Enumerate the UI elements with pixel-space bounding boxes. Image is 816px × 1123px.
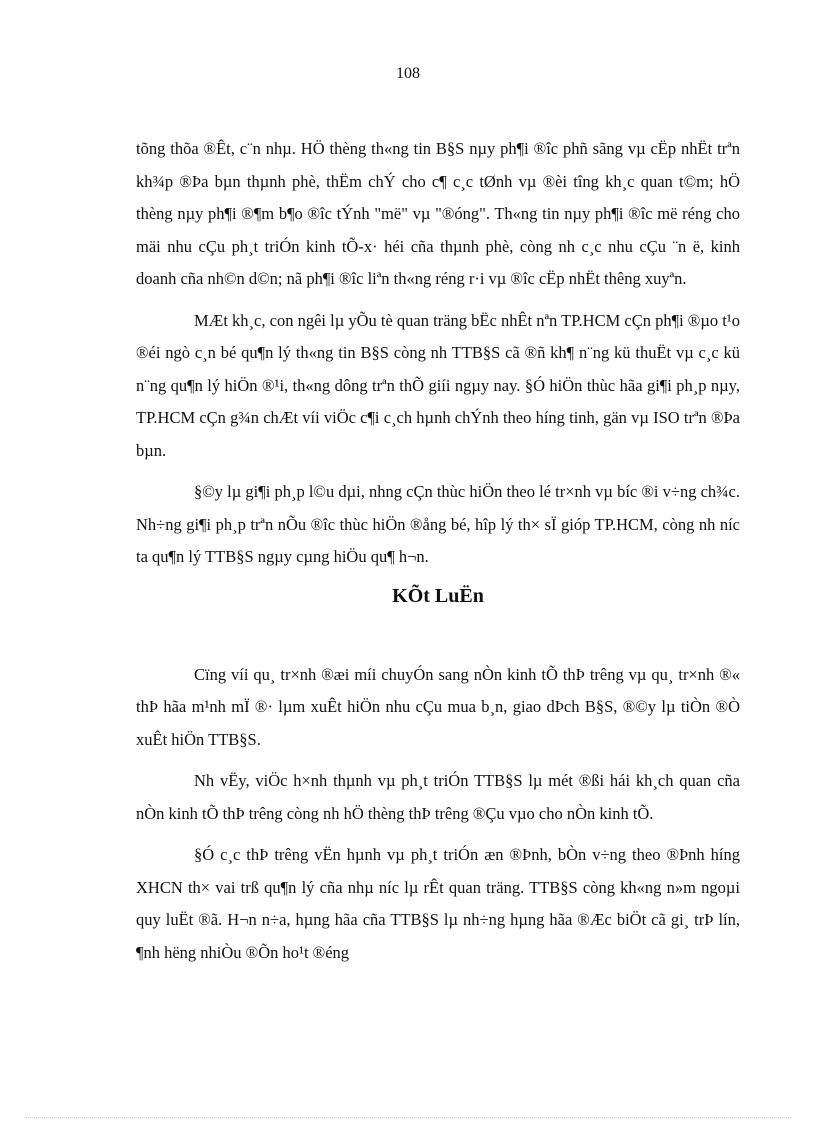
page-number: 108: [396, 65, 420, 82]
paragraph: MÆt kh¸c, con ngêi lµ yÕu tè quan träng bËc nhÊt nªn TP.HCM cÇn ph¶i ®µo t¹o ®éi ngò c¸n bé qu¶n lý th«ng tin B§S còng nh TTB§S cã ®ñ kh¶ n¨ng kü thuËt vµ c¸c kü n¨ng qu¶n lý hiÖn ®¹i, th«ng dông trªn thÕ giíi ngµy nay. §Ó hiÖn thùc hãa gi¶i ph¸p nµy, TP.HCM cÇn g¾n chÆt víi viÖc c¶i c¸ch hµnh chÝnh theo híng tinh, gän vµ ISO trªn ®Þa bµn.: [136, 310, 740, 460]
paragraph: §Ó c¸c thÞ trêng vËn hµnh vµ ph¸t triÓn æn ®Þnh, bÒn v÷ng theo ®Þnh híng XHCN th× vai trß qu¶n lý cña nhµ níc lµ rÊt quan träng. TTB§S còng kh«ng n»m ngoµi quy luËt ®ã. H¬n n÷a, hµng hãa cña TTB§S lµ nh÷ng hµng hãa ®Æc biÖt cã gi¸ trÞ lín, ¶nh hëng nhiÒu ®Õn ho¹t ®éng: [136, 845, 740, 962]
page-edge-divider: [25, 1117, 791, 1118]
paragraph: tõng thõa ®Êt, c¨n nhµ. HÖ thèng th«ng tin B§S nµy ph¶i ®îc phñ sãng vµ cËp nhËt trªn kh¾p ®Þa bµn thµnh phè, thËm chÝ cho c¶ c¸c tØnh vµ ®èi tîng kh¸c quan t©m; hÖ thèng nµy ph¶i ®¶m b¶o ®îc tÝnh "më" vµ "®óng". Th«ng tin nµy ph¶i ®îc më réng cho mäi nhu cÇu ph¸t triÓn kinh tÕ-x· héi cña thµnh phè, còng nh c¸c nhu cÇu ¨n ë, kinh doanh cña nh©n d©n; nã ph¶i ®îc liªn th«ng réng r·i vµ ®îc cËp nhËt thêng xuyªn.: [136, 139, 740, 288]
document-body: [136, 133, 740, 978]
paragraph: §©y lµ gi¶i ph¸p l©u dµi, nhng cÇn thùc hiÖn theo lé tr×nh vµ bíc ®i v÷ng ch¾c. Nh÷ng gi¶i ph¸p trªn nÕu ®îc thùc hiÖn ®ång bé, hîp lý th× sÏ gióp TP.HCM, còng nh níc ta qu¶n lý TTB§S ngµy cµng hiÖu qu¶ h¬n.: [136, 482, 740, 566]
paragraph: Nh vËy, viÖc h×nh thµnh vµ ph¸t triÓn TTB§S lµ mét ®ßi hái kh¸ch quan cña nÒn kinh tÕ thÞ trêng còng nh hÖ thèng thÞ trêng ®Çu vµo cho nÒn kinh tÕ.: [136, 771, 740, 823]
section-title: KÕt LuËn: [392, 584, 484, 607]
paragraph: Cïng víi qu¸ tr×nh ®æi míi chuyÓn sang nÒn kinh tÕ thÞ trêng vµ qu¸ tr×nh ®« thÞ hãa m¹nh mÏ ®· lµm xuÊt hiÖn nhu cÇu mua b¸n, giao dÞch B§S, ®©y lµ tiÒn ®Ò xuÊt hiÖn TTB§S.: [136, 664, 740, 749]
